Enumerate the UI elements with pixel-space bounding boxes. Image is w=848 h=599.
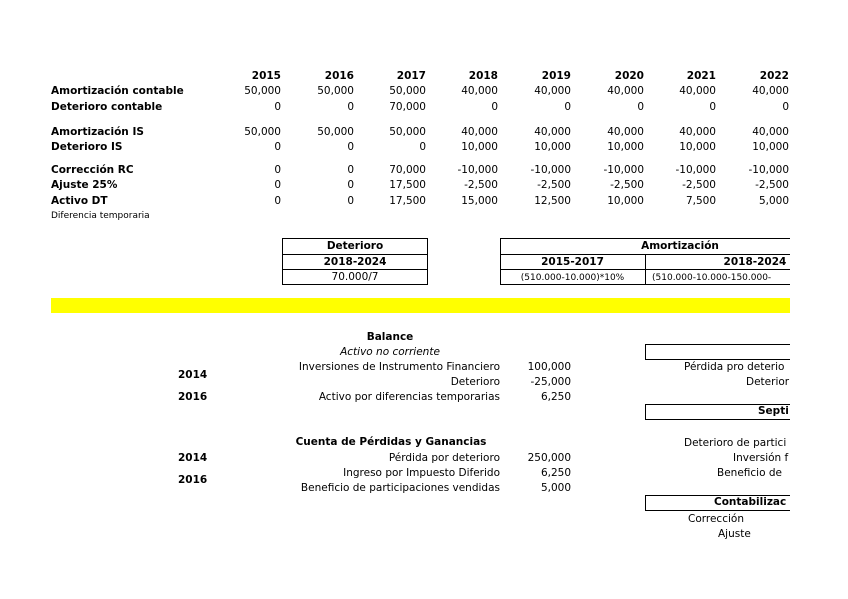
year-header: 2015 xyxy=(251,70,281,82)
row-value: 40,000 xyxy=(607,126,644,138)
row-value: 40,000 xyxy=(752,85,789,97)
row-value: 10,000 xyxy=(607,195,644,207)
row-value: -2,500 xyxy=(755,179,789,191)
row-label: Activo DT xyxy=(51,195,108,207)
pyg-item-value: 250,000 xyxy=(527,452,571,464)
row-value: -10,000 xyxy=(748,164,789,176)
row-value: -10,000 xyxy=(603,164,644,176)
row-value: 12,500 xyxy=(534,195,571,207)
year-header: 2018 xyxy=(468,70,498,82)
row-value: -2,500 xyxy=(464,179,498,191)
row-value: 0 xyxy=(347,141,354,153)
row-value: 10,000 xyxy=(607,141,644,153)
row-value: 70,000 xyxy=(389,101,426,113)
row-label: Amortización IS xyxy=(51,126,144,138)
pyg-item-label: Ingreso por Impuesto Diferido xyxy=(343,467,500,479)
balance-item-label: Deterioro xyxy=(450,376,500,388)
balance-item-value: 100,000 xyxy=(527,361,571,373)
row-value: 40,000 xyxy=(752,126,789,138)
row-value: 0 xyxy=(274,195,281,207)
row-value: 10,000 xyxy=(752,141,789,153)
balance-year-a: 2014 xyxy=(178,369,208,381)
row-value: 0 xyxy=(274,141,281,153)
right-line-3: Deterioro de partici xyxy=(684,437,787,449)
row-label: Corrección RC xyxy=(51,164,134,176)
row-value: 10,000 xyxy=(679,141,716,153)
row-value: 50,000 xyxy=(317,85,354,97)
amortizacion-col2-period: 2018-2024 xyxy=(723,256,787,268)
amortizacion-col1-formula: (510.000-10.000)*10% xyxy=(520,273,625,283)
year-header: 2020 xyxy=(614,70,644,82)
row-label: Ajuste 25% xyxy=(51,179,118,191)
row-value: 0 xyxy=(709,101,716,113)
pyg-item-value: 6,250 xyxy=(540,467,571,479)
row-value: -2,500 xyxy=(610,179,644,191)
row-value: 10,000 xyxy=(534,141,571,153)
row-value: 0 xyxy=(347,101,354,113)
year-header: 2021 xyxy=(686,70,716,82)
row-value: 50,000 xyxy=(244,126,281,138)
row-value: 7,500 xyxy=(685,195,716,207)
diferencia-temporaria-note: Diferencia temporaria xyxy=(51,211,150,221)
pyg-year-a: 2014 xyxy=(178,452,208,464)
right-line-1: Pérdida pro deterio xyxy=(684,361,785,373)
year-header: 2017 xyxy=(396,70,426,82)
balance-year-b: 2016 xyxy=(178,391,208,403)
row-value: 0 xyxy=(782,101,789,113)
balance-item-value: 6,250 xyxy=(540,391,571,403)
balance-item-value: -25,000 xyxy=(530,376,571,388)
pyg-item-value: 5,000 xyxy=(540,482,571,494)
row-value: 40,000 xyxy=(534,85,571,97)
right-line-5: Beneficio de xyxy=(717,467,782,479)
row-value: 0 xyxy=(274,179,281,191)
row-value: 17,500 xyxy=(389,179,426,191)
deterioro-box-period: 2018-2024 xyxy=(323,256,387,268)
row-value: 40,000 xyxy=(461,126,498,138)
row-value: -10,000 xyxy=(457,164,498,176)
year-header: 2016 xyxy=(324,70,354,82)
balance-item-label: Inversiones de Instrumento Financiero xyxy=(298,361,500,373)
row-value: 10,000 xyxy=(461,141,498,153)
row-value: 17,500 xyxy=(389,195,426,207)
row-value: -2,500 xyxy=(537,179,571,191)
right-header-2: Septi xyxy=(758,405,789,417)
right-box-1 xyxy=(645,344,790,360)
row-value: 0 xyxy=(274,164,281,176)
row-label: Deterioro IS xyxy=(51,141,123,153)
pyg-year-b: 2016 xyxy=(178,474,208,486)
year-header: 2022 xyxy=(759,70,789,82)
row-value: 0 xyxy=(637,101,644,113)
row-value: 50,000 xyxy=(317,126,354,138)
amortizacion-col2-formula: (510.000-10.000-150.000- xyxy=(652,273,772,283)
row-value: 0 xyxy=(491,101,498,113)
highlight-band xyxy=(51,298,790,313)
row-value: 50,000 xyxy=(389,85,426,97)
amortizacion-col1-period: 2015-2017 xyxy=(541,256,604,268)
right-line-6: Corrección xyxy=(688,513,744,525)
row-value: 40,000 xyxy=(534,126,571,138)
deterioro-box-formula: 70.000/7 xyxy=(331,271,379,283)
row-value: -10,000 xyxy=(675,164,716,176)
row-value: 40,000 xyxy=(679,126,716,138)
right-line-4: Inversión f xyxy=(733,452,789,464)
row-value: 50,000 xyxy=(389,126,426,138)
deterioro-box-title: Deterioro xyxy=(326,240,384,252)
balance-title: Balance xyxy=(366,331,414,343)
row-label: Deterioro contable xyxy=(51,101,163,113)
balance-item-label: Activo por diferencias temporarias xyxy=(318,391,500,403)
pyg-title: Cuenta de Pérdidas y Ganancias xyxy=(295,436,487,448)
pyg-item-label: Beneficio de participaciones vendidas xyxy=(300,482,500,494)
row-value: 40,000 xyxy=(607,85,644,97)
row-label: Amortización contable xyxy=(51,85,184,97)
row-value: 15,000 xyxy=(461,195,498,207)
row-value: 0 xyxy=(274,101,281,113)
row-value: 0 xyxy=(347,195,354,207)
right-line-2: Deterior xyxy=(746,376,790,388)
row-value: 5,000 xyxy=(758,195,789,207)
amortizacion-box-title: Amortización xyxy=(641,240,719,252)
pyg-item-label: Pérdida por deterioro xyxy=(388,452,500,464)
row-value: 50,000 xyxy=(244,85,281,97)
balance-subtitle: Activo no corriente xyxy=(340,346,440,358)
row-value: 0 xyxy=(564,101,571,113)
row-value: 0 xyxy=(419,141,426,153)
row-value: 40,000 xyxy=(679,85,716,97)
row-value: 40,000 xyxy=(461,85,498,97)
row-value: 0 xyxy=(347,164,354,176)
row-value: -10,000 xyxy=(530,164,571,176)
row-value: 0 xyxy=(347,179,354,191)
row-value: -2,500 xyxy=(682,179,716,191)
right-header-3: Contabilizac xyxy=(714,496,787,508)
row-value: 70,000 xyxy=(389,164,426,176)
right-line-7: Ajuste xyxy=(718,528,751,540)
year-header: 2019 xyxy=(541,70,571,82)
